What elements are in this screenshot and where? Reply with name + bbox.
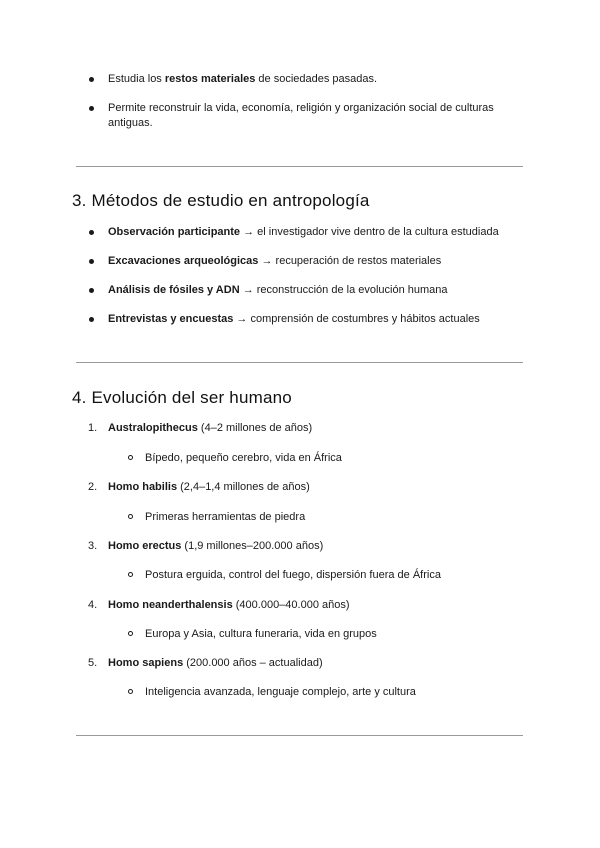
bullet-icon xyxy=(89,317,94,322)
list-text: Homo erectus (1,9 millones–200.000 años) xyxy=(108,540,324,552)
bullet-icon xyxy=(89,288,94,293)
section-heading: 3. Métodos de estudio en antropología xyxy=(72,191,370,210)
list-number: 3. xyxy=(88,540,98,552)
bullet-text: Permite reconstruir la vida, economía, religión y organización social de culturas antiguas. xyxy=(108,102,494,129)
bullet-icon xyxy=(89,230,94,235)
divider xyxy=(76,362,523,363)
circle-bullet-icon xyxy=(128,572,133,577)
bullet-icon xyxy=(89,259,94,264)
divider xyxy=(76,166,523,167)
sub-list-text: Europa y Asia, cultura funeraria, vida en grupos xyxy=(145,628,377,640)
list-text: Australopithecus (4–2 millones de años) xyxy=(108,422,313,434)
sub-list-text: Primeras herramientas de piedra xyxy=(145,511,306,523)
list-number: 2. xyxy=(88,481,98,493)
list-text: Homo neanderthalensis (400.000–40.000 años) xyxy=(108,599,350,611)
bullet-text: Excavaciones arqueológicas → recuperación de restos materiales xyxy=(108,255,442,267)
circle-bullet-icon xyxy=(128,631,133,636)
list-text: Homo sapiens (200.000 años – actualidad) xyxy=(108,657,323,669)
bullet-text: Estudia los restos materiales de sociedades pasadas. xyxy=(108,73,378,85)
list-text: Homo habilis (2,4–1,4 millones de años) xyxy=(108,481,310,493)
list-number: 1. xyxy=(88,422,98,434)
bullet-icon xyxy=(89,106,94,111)
sub-list-text: Postura erguida, control del fuego, dispersión fuera de África xyxy=(145,569,441,581)
circle-bullet-icon xyxy=(128,689,133,694)
bullet-text: Análisis de fósiles y ADN → reconstrucción de la evolución humana xyxy=(108,284,448,296)
bullet-text: Observación participante → el investigador vive dentro de la cultura estudiada xyxy=(108,226,499,238)
list-number: 5. xyxy=(88,657,98,669)
divider xyxy=(76,735,523,736)
section-heading: 4. Evolución del ser humano xyxy=(72,388,292,407)
bullet-text: Entrevistas y encuestas → comprensión de costumbres y hábitos actuales xyxy=(108,313,480,325)
circle-bullet-icon xyxy=(128,514,133,519)
sub-list-text: Inteligencia avanzada, lenguaje complejo, arte y cultura xyxy=(145,686,416,698)
bullet-icon xyxy=(89,77,94,82)
circle-bullet-icon xyxy=(128,455,133,460)
list-number: 4. xyxy=(88,599,98,611)
sub-list-text: Bípedo, pequeño cerebro, vida en África xyxy=(145,452,342,464)
